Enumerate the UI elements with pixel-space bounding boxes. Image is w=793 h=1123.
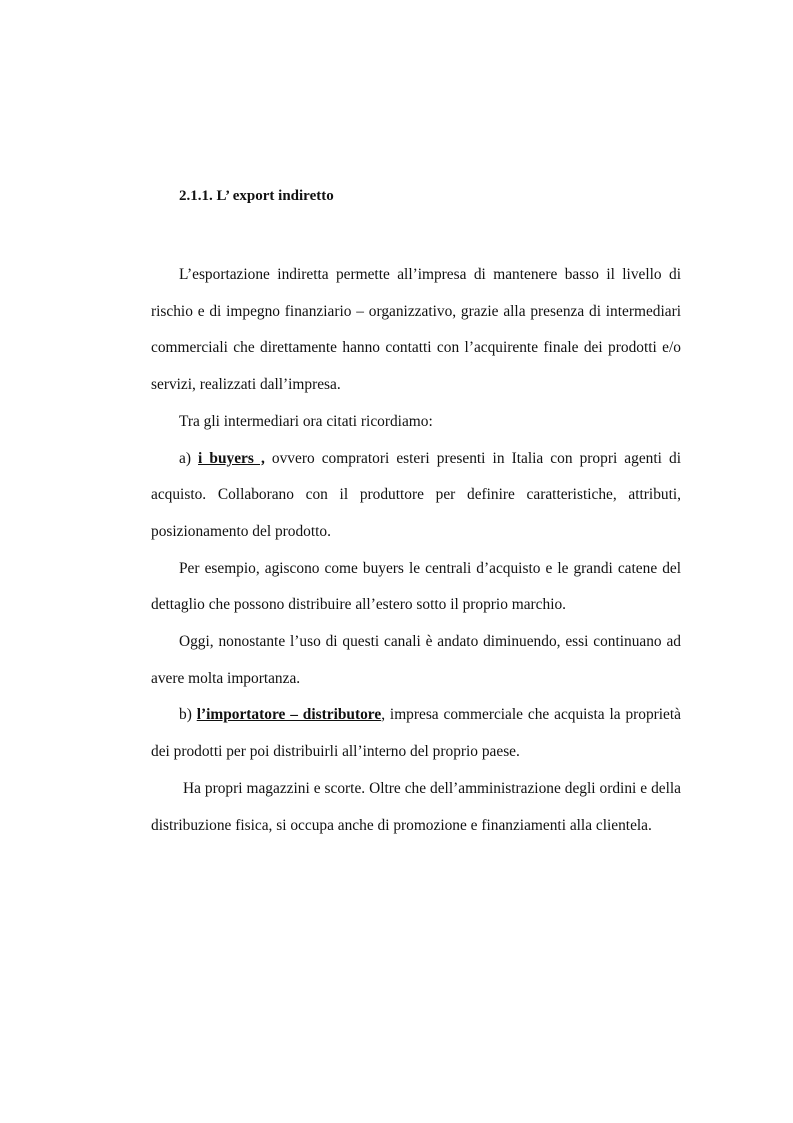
body-text	[151, 257, 681, 844]
section-heading: 2.1.1. L’ export indiretto	[179, 188, 334, 204]
term-importer-distributor: l’importatore – distributore	[196, 706, 382, 724]
buyers-description: ovvero compratori esteri presenti in Italia con propri agenti di acquisto. Collaborano con il produttore per definire caratteristiche, attributi, posizionamento del prodotto.	[151, 449, 681, 540]
list-marker-b: b)	[179, 706, 197, 724]
paragraph-intermediaries: Tra gli intermediari ora citati ricordiamo:	[179, 412, 433, 430]
importer-description: , impresa commerciale che acquista la proprietà dei prodotti per poi distribuirli all’interno del proprio paese.	[151, 706, 681, 761]
paragraph-buyers	[151, 441, 681, 551]
paragraph-intro: L’esportazione indiretta permette all’impresa di mantenere basso il livello di rischio e di impegno finanziario – organizzativo, grazie alla presenza di intermediari commerciali che direttamente hanno contatti con l’acquirente finale dei prodotti e/o servizi, realizzati dall’impresa.	[151, 266, 681, 394]
paragraph-importer	[151, 697, 681, 770]
paragraph-example: Per esempio, agiscono come buyers le centrali d’acquisto e le grandi catene del dettaglio che possono distribuire all’estero sotto il proprio marchio.	[151, 559, 681, 614]
term-buyers: i buyers ,	[198, 449, 265, 467]
paragraph-today: Oggi, nonostante l’uso di questi canali è andato diminuendo, essi continuano ad avere molta importanza.	[151, 633, 681, 687]
paragraph-warehouses: Ha propri magazzini e scorte. Oltre che dell’amministrazione degli ordini e della distribuzione fisica, si occupa anche di promozione e finanziamenti alla clientela.	[151, 779, 681, 834]
list-marker-a: a)	[179, 449, 199, 467]
